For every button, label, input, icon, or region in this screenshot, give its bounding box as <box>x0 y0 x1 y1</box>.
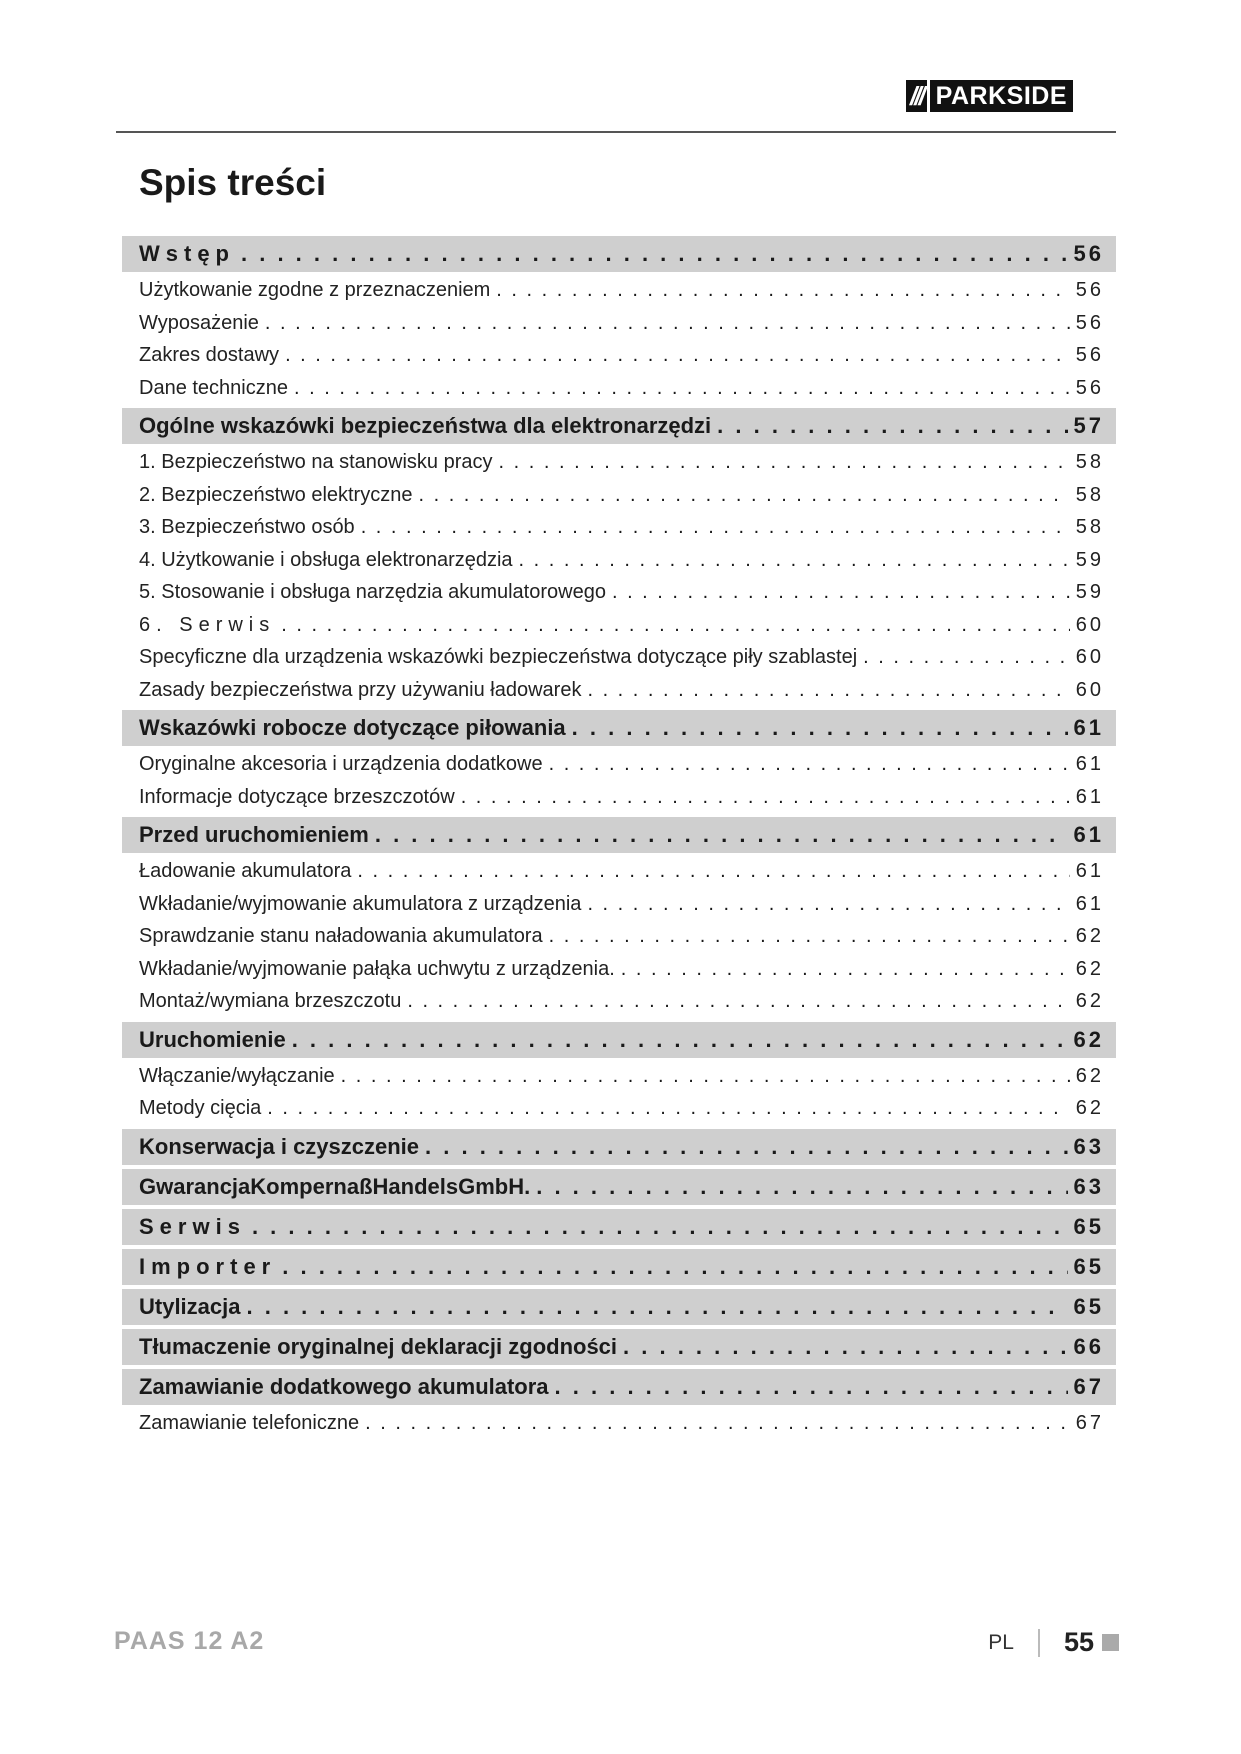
toc-page-number: 65 <box>1073 1293 1104 1319</box>
toc-section-row[interactable] <box>122 1209 1116 1245</box>
toc-label: Zakres dostawy <box>139 344 280 366</box>
footer-page-number: 55 <box>1063 1627 1094 1657</box>
toc-label: Wyposażenie <box>139 311 259 334</box>
toc-page-number: 62 <box>1075 990 1104 1012</box>
toc-label: Ładowanie akumulatora <box>139 860 352 882</box>
toc-page-number: 59 <box>1075 581 1104 603</box>
toc-leader-dots <box>418 479 1069 512</box>
toc-leader-dots <box>241 236 1068 272</box>
toc-page-number: 56 <box>1075 311 1104 334</box>
toc-leader-dots <box>247 1289 1068 1325</box>
toc-leader-dots <box>425 1129 1067 1165</box>
toc-page-number: 56 <box>1075 376 1104 399</box>
toc-page-number: 61 <box>1075 860 1104 882</box>
toc-entry-row[interactable] <box>122 609 1116 642</box>
toc-leader-dots <box>717 408 1067 444</box>
toc-page-number: 60 <box>1075 678 1104 701</box>
toc-label: Uruchomienie <box>139 1026 286 1052</box>
toc-page-number: 61 <box>1075 785 1104 808</box>
toc-entry-row[interactable] <box>122 920 1116 953</box>
parkside-logo <box>906 80 1073 112</box>
toc-leader-dots <box>587 888 1069 921</box>
toc-section-row[interactable] <box>122 1169 1116 1205</box>
toc-entry-row[interactable] <box>122 855 1116 888</box>
toc-entry-row[interactable] <box>122 888 1116 921</box>
footer-page-info <box>988 1627 1119 1658</box>
toc-page-number: 62 <box>1075 1097 1104 1119</box>
toc-page-number: 62 <box>1073 1026 1104 1052</box>
toc-page-number: 63 <box>1073 1173 1104 1199</box>
toc-label: Zamawianie dodatkowego akumulatora <box>139 1373 549 1399</box>
toc-leader-dots <box>357 855 1069 888</box>
toc-label: Użytkowanie zgodne z przeznaczeniem <box>139 279 491 301</box>
toc-leader-dots <box>265 307 1070 340</box>
toc-page-number: 61 <box>1075 892 1104 915</box>
toc-label: 5. Stosowanie i obsługa narzędzia akumulatorowego <box>139 581 606 603</box>
toc-leader-dots <box>341 1060 1070 1093</box>
toc-leader-dots <box>267 1092 1069 1125</box>
toc-label: Konserwacja i czyszczenie <box>139 1133 420 1159</box>
toc-entry-row[interactable] <box>122 748 1116 781</box>
toc-section-row[interactable] <box>122 1249 1116 1285</box>
footer-model: PAAS 12 A2 <box>114 1627 265 1655</box>
toc-leader-dots <box>555 1369 1068 1405</box>
toc-label: Włączanie/wyłączanie <box>139 1064 335 1087</box>
toc-leader-dots <box>621 953 1070 986</box>
toc-section-row[interactable] <box>122 408 1116 444</box>
footer-language: PL <box>988 1630 1014 1654</box>
toc-entry-row[interactable] <box>122 544 1116 577</box>
toc-entry-row[interactable] <box>122 1407 1116 1440</box>
toc-page-number: 60 <box>1075 646 1104 668</box>
toc-leader-dots <box>612 576 1070 609</box>
toc-label: Montaż/wymiana brzeszczotu <box>139 990 402 1012</box>
toc-page-number: 56 <box>1075 344 1104 366</box>
toc-label: Oryginalne akcesoria i urządzenia dodatkowe <box>139 753 543 775</box>
toc-section-row[interactable] <box>122 1369 1116 1405</box>
toc-label: Tłumaczenie oryginalnej deklaracji zgodności <box>139 1333 618 1359</box>
toc-label: 1. Bezpieczeństwo na stanowisku pracy <box>139 451 493 473</box>
toc-label: Dane techniczne <box>139 376 288 399</box>
toc-leader-dots <box>587 674 1069 707</box>
toc-leader-dots <box>461 781 1070 814</box>
toc-page-number: 67 <box>1073 1373 1104 1399</box>
toc-entry-row[interactable] <box>122 1092 1116 1125</box>
toc-page-number: 65 <box>1073 1253 1104 1279</box>
toc-leader-dots <box>536 1169 1067 1205</box>
toc-entry-row[interactable] <box>122 511 1116 544</box>
toc-leader-dots <box>281 609 1070 642</box>
toc-label: Sprawdzanie stanu naładowania akumulatora <box>139 925 543 947</box>
toc-section-row[interactable] <box>122 817 1116 853</box>
toc-label: Zasady bezpieczeństwa przy używaniu ładowarek <box>139 678 582 701</box>
toc-entry-row[interactable] <box>122 576 1116 609</box>
toc-label: Wskazówki robocze dotyczące piłowania <box>139 715 566 740</box>
toc-section-row[interactable] <box>122 1129 1116 1165</box>
toc-section-row[interactable] <box>122 236 1116 272</box>
toc-entry-row[interactable] <box>122 674 1116 707</box>
toc-label: Metody cięcia <box>139 1097 262 1119</box>
toc-page-number: 58 <box>1075 516 1104 538</box>
toc-leader-dots <box>572 710 1068 746</box>
toc-section-row[interactable] <box>122 1289 1116 1325</box>
toc-page-number: 61 <box>1073 822 1104 847</box>
footer-separator <box>1038 1629 1040 1657</box>
toc-entry-row[interactable] <box>122 307 1116 340</box>
toc-leader-dots <box>499 446 1070 479</box>
toc-entry-row[interactable] <box>122 372 1116 405</box>
toc-entry-row[interactable] <box>122 479 1116 512</box>
page-title: Spis treści <box>139 162 327 203</box>
toc-leader-dots <box>361 511 1070 544</box>
toc-label: Wstęp <box>139 241 235 266</box>
toc-page-number: 60 <box>1075 613 1104 636</box>
toc-label: 6. Serwis <box>139 613 276 636</box>
toc-label: Wkładanie/wyjmowanie akumulatora z urządzenia <box>139 892 582 915</box>
toc-label: Specyficzne dla urządzenia wskazówki bezpieczeństwa dotyczące piły szablastej <box>139 646 858 668</box>
toc-entry-row[interactable] <box>122 641 1116 674</box>
toc-section-row[interactable] <box>122 710 1116 746</box>
toc-label: 2. Bezpieczeństwo elektryczne <box>139 483 413 506</box>
table-of-contents <box>122 232 1116 1439</box>
toc-page-number: 56 <box>1073 241 1104 266</box>
toc-page-number: 65 <box>1073 1213 1104 1239</box>
toc-page-number: 57 <box>1073 413 1104 438</box>
toc-page-number: 61 <box>1073 715 1104 740</box>
toc-leader-dots <box>549 748 1070 781</box>
toc-label: Importer <box>139 1253 277 1279</box>
toc-label: Serwis <box>139 1213 246 1239</box>
toc-page-number: 67 <box>1075 1411 1104 1434</box>
toc-label: Wkładanie/wyjmowanie pałąka uchwytu z urządzenia. <box>139 957 615 980</box>
toc-page-number: 63 <box>1073 1133 1104 1159</box>
toc-label: Ogólne wskazówki bezpieczeństwa dla elektronarzędzi <box>139 413 712 438</box>
toc-section-row[interactable] <box>122 1022 1116 1058</box>
logo-slashes: /// <box>906 80 927 112</box>
toc-label: Zamawianie telefoniczne <box>139 1411 360 1434</box>
toc-leader-dots <box>285 339 1070 372</box>
toc-label: Utylizacja <box>139 1293 241 1319</box>
toc-leader-dots <box>863 641 1070 674</box>
toc-page-number: 58 <box>1075 451 1104 473</box>
toc-leader-dots <box>496 274 1069 307</box>
toc-leader-dots <box>252 1209 1068 1245</box>
toc-leader-dots <box>294 372 1070 405</box>
toc-entry-row[interactable] <box>122 446 1116 479</box>
toc-leader-dots <box>623 1329 1067 1365</box>
toc-page-number: 61 <box>1075 753 1104 775</box>
toc-entry-row[interactable] <box>122 1060 1116 1093</box>
toc-leader-dots <box>375 817 1068 853</box>
toc-section-row[interactable] <box>122 1329 1116 1365</box>
toc-label: 4. Użytkowanie i obsługa elektronarzędzia <box>139 548 513 571</box>
toc-entry-row[interactable] <box>122 339 1116 372</box>
toc-label: GwarancjaKompernaßHandelsGmbH. <box>139 1173 531 1199</box>
toc-leader-dots <box>365 1407 1070 1440</box>
toc-leader-dots <box>549 920 1070 953</box>
toc-leader-dots <box>407 985 1069 1018</box>
logo-text: PARKSIDE <box>930 80 1073 112</box>
toc-label: Przed uruchomieniem <box>139 822 369 847</box>
footer-square-icon <box>1102 1634 1119 1651</box>
toc-entry-row[interactable] <box>122 781 1116 814</box>
toc-entry-row[interactable] <box>122 953 1116 986</box>
toc-entry-row[interactable] <box>122 985 1116 1018</box>
toc-page-number: 56 <box>1075 279 1104 301</box>
header-rule <box>116 131 1116 133</box>
toc-leader-dots <box>282 1249 1067 1285</box>
toc-leader-dots <box>519 544 1070 577</box>
toc-leader-dots <box>292 1022 1068 1058</box>
toc-page-number: 62 <box>1075 925 1104 947</box>
toc-label: 3. Bezpieczeństwo osób <box>139 516 355 538</box>
toc-label: Informacje dotyczące brzeszczotów <box>139 785 455 808</box>
toc-page-number: 62 <box>1075 957 1104 980</box>
toc-page-number: 58 <box>1075 483 1104 506</box>
toc-page-number: 66 <box>1073 1333 1104 1359</box>
toc-page-number: 62 <box>1075 1064 1104 1087</box>
toc-page-number: 59 <box>1075 548 1104 571</box>
toc-entry-row[interactable] <box>122 274 1116 307</box>
